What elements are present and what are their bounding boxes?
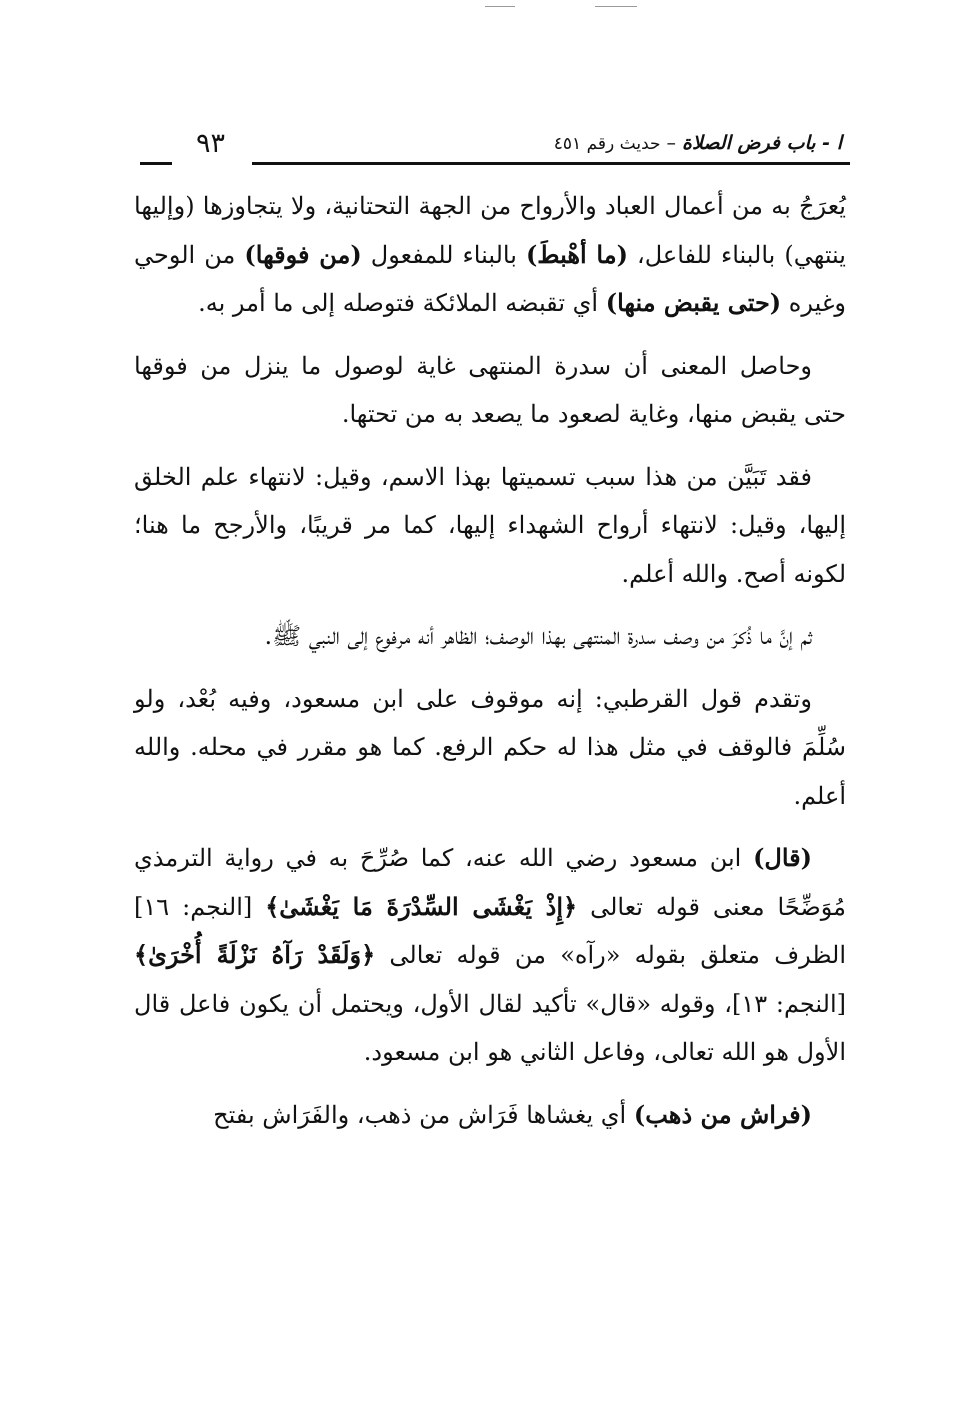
body-text <box>134 182 846 1153</box>
paragraph <box>134 1091 846 1140</box>
text-run: بالبناء للمفعول <box>361 240 526 269</box>
bold-phrase: (حتى يقبض منها) <box>605 288 782 317</box>
scan-artifact-line <box>485 6 515 7</box>
paragraph <box>134 342 846 439</box>
paragraph <box>134 453 846 599</box>
chapter-title: ا - باب فرض الصلاة <box>682 132 842 154</box>
paragraph <box>134 182 846 328</box>
text-run: وتقدم قول القرطبي: إنه موقوف على ابن مسعود، وفيه بُعْد، ولو سُلِّمَ فالوقف في مثل هذا له حكم الرفع. كما هو مقرر في محله. والله أعلم. <box>134 684 846 810</box>
text-run: [النجم: ١٦] الظرف متعلق بقوله «رآه» من قوله تعالى <box>134 892 847 969</box>
bold-phrase: (ما أهْبطَ) <box>525 239 628 269</box>
text-run: فقد تَبَيَّن من هذا سبب تسميتها بهذا الاسم، وقيل: لانتهاء علم الخلق إليها، وقيل: لانتهاء أرواح الشهداء إليها، كما مر قريبًا، والأرجح ما هنا؛ لكونه أصح. والله أعلم. <box>134 462 846 588</box>
header-rule-short <box>140 162 172 165</box>
bold-phrase: (فراش من ذهب) <box>633 1099 812 1129</box>
title-separator: – <box>666 132 677 154</box>
text-run: أي تقبضه الملائكة فتوصله إلى ما أمر به. <box>198 289 606 317</box>
scan-artifact-line <box>595 6 637 7</box>
page-number: ٩٣ <box>196 128 226 159</box>
text-run: ثم إنَّ ما ذُكرَ من وصف سدرة المنتهى بهذا الوصف؛ الظاهر أنه مرفوع إلى النبي ﷺ. <box>264 622 812 650</box>
page-header <box>140 128 850 168</box>
text-run: يُعرَجُ به من أعمال العباد والأرواح من الجهة التحتانية، ولا يتجاوزها (وإليها ينتهي) بالبناء للفاعل، <box>134 192 846 269</box>
paragraph <box>134 834 846 1077</box>
text-run: أي يغشاها فَرَاش من ذهب، والفَرَاش بفتح <box>213 1100 634 1129</box>
bold-phrase: ﴿وَلَقَدْ رَآهُ نَزْلَةً أُخْرَىٰ﴾ <box>134 940 376 969</box>
running-title <box>554 132 842 154</box>
text-run: [النجم: ١٣]، وقوله «قال» تأكيد لقال الأول، ويحتمل أن يكون فاعل قال الأول هو الله تعالى، وفاعل الثاني هو ابن مسعود. <box>134 989 847 1066</box>
text-run: وحاصل المعنى أن سدرة المنتهى غاية لوصول ما ينزل من فوقها حتى يقبض منها، وغاية لصعود ما يصعد به من تحتها. <box>134 351 846 428</box>
paragraph <box>134 612 846 661</box>
paragraph <box>134 675 846 821</box>
header-rule <box>252 162 850 165</box>
text-run: من الوحي وغيره <box>134 240 846 317</box>
text-run: ابن مسعود رضي الله عنه، كما صُرِّحَ به في رواية الترمذي مُوَضِّحًا معنى قوله تعالى <box>134 844 846 921</box>
hadith-number: حديث رقم ٤٥١ <box>553 134 661 154</box>
bold-phrase: (من فوقها) <box>244 239 362 269</box>
bold-phrase: (قال) <box>753 843 812 872</box>
bold-phrase: ﴿إِذْ يَغْشَى السِّدْرَةَ مَا يَغْشَىٰ﴾ <box>265 891 578 921</box>
